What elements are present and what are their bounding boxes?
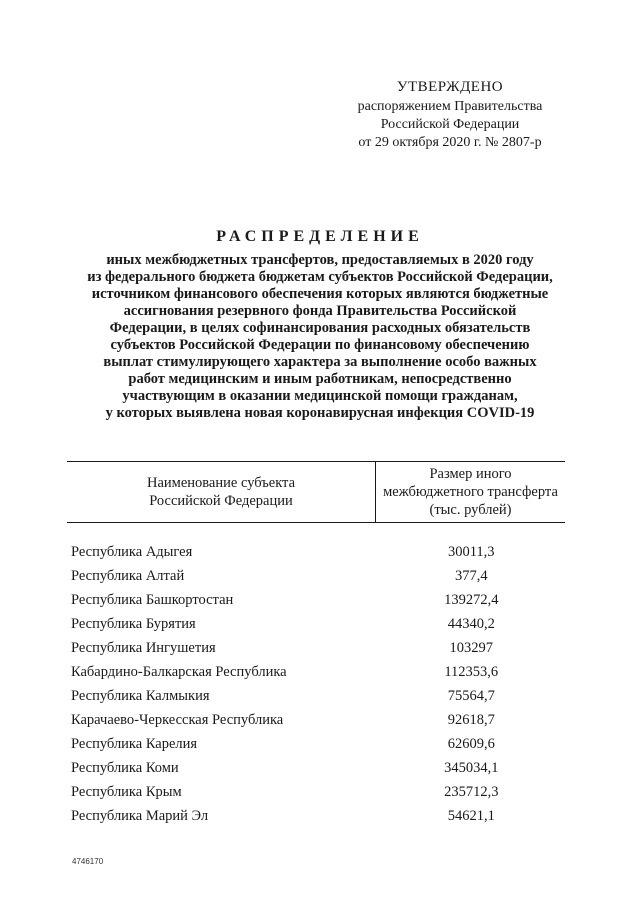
subtitle-line: ассигнования резервного фонда Правительства Российской: [123, 303, 517, 319]
table-row: [67, 562, 565, 586]
header-subject-name: [67, 462, 376, 523]
header-amount-line-1: Размер иного: [429, 466, 512, 482]
subject-name: Кабардино-Балкарская Республика: [71, 664, 287, 680]
table-row: [67, 802, 565, 826]
subject-name: Республика Алтай: [71, 568, 185, 584]
table-row: [67, 730, 565, 754]
approval-line-1: распоряжением Правительства: [357, 99, 543, 114]
transfer-amount: 377,4: [454, 568, 488, 584]
subtitle-line: из федерального бюджета бюджетам субъектов Российской Федерации,: [87, 269, 553, 285]
table-row: [67, 682, 565, 706]
transfer-amount: 75564,7: [447, 688, 495, 704]
document-title: РАСПРЕДЕЛЕНИЕ: [216, 228, 424, 245]
subtitle-line: выплат стимулирующего характера за выполнение особо важных: [103, 354, 537, 370]
table-header-row: [67, 462, 565, 523]
subject-name: Республика Калмыкия: [71, 688, 210, 704]
subject-name: Республика Башкортостан: [71, 592, 234, 608]
transfer-amount: 54621,1: [447, 808, 495, 824]
transfer-amount: 112353,6: [444, 664, 499, 680]
transfer-amount: 92618,7: [447, 712, 495, 728]
header-subject-line-2: Российской Федерации: [149, 493, 293, 509]
subject-name: Республика Крым: [71, 784, 182, 800]
table-row: [67, 634, 565, 658]
table-row: [67, 754, 565, 778]
table-row: [67, 523, 565, 563]
approval-stamp: [340, 78, 560, 152]
approval-line-2: Российской Федерации: [380, 117, 520, 132]
table-row: [67, 586, 565, 610]
transfer-amount: 235712,3: [444, 784, 499, 800]
table-row: [67, 778, 565, 802]
header-amount-line-2: межбюджетного трансферта: [383, 484, 558, 500]
document-heading: [60, 228, 580, 422]
subject-name: Республика Адыгея: [71, 544, 193, 560]
distribution-table-wrap: [67, 461, 565, 826]
header-transfer-amount: [376, 462, 566, 523]
document-number: 4746170: [72, 857, 104, 866]
subtitle-line: Федерации, в целях софинансирования расходных обязательств: [109, 320, 531, 336]
subtitle-line: субъектов Российской Федерации по финансовому обеспечению: [110, 337, 530, 353]
approved-label: УТВЕРЖДЕНО: [396, 79, 504, 95]
transfer-amount: 139272,4: [444, 592, 499, 608]
table-row: [67, 658, 565, 682]
subtitle-line: источником финансового обеспечения которых являются бюджетные: [91, 286, 549, 302]
table-row: [67, 610, 565, 634]
subtitle-line: работ медицинским и иным работникам, непосредственно: [128, 371, 512, 387]
subtitle-line: иных межбюджетных трансфертов, предоставляемых в 2020 году: [106, 252, 534, 268]
transfer-amount: 103297: [449, 640, 493, 656]
subject-name: Республика Ингушетия: [71, 640, 216, 656]
subject-name: Республика Карелия: [71, 736, 198, 752]
subtitle-line: у которых выявлена новая коронавирусная инфекция COVID-19: [105, 405, 535, 421]
subject-name: Карачаево-Черкесская Республика: [71, 712, 284, 728]
subject-name: Республика Марий Эл: [71, 808, 209, 824]
approval-line-3: от 29 октября 2020 г. № 2807-р: [358, 135, 542, 150]
table-row: [67, 706, 565, 730]
subject-name: Республика Бурятия: [71, 616, 196, 632]
subject-name: Республика Коми: [71, 760, 179, 776]
header-subject-line-1: Наименование субъекта: [146, 475, 296, 491]
transfer-amount: 44340,2: [447, 616, 495, 632]
transfer-amount: 345034,1: [444, 760, 499, 776]
transfer-amount: 62609,6: [447, 736, 495, 752]
transfer-amount: 30011,3: [447, 544, 495, 560]
document-subtitle: [60, 252, 580, 422]
header-amount-line-3: (тыс. рублей): [429, 502, 512, 518]
distribution-table: [67, 461, 565, 826]
subtitle-line: участвующим в оказании медицинской помощи гражданам,: [122, 388, 518, 404]
